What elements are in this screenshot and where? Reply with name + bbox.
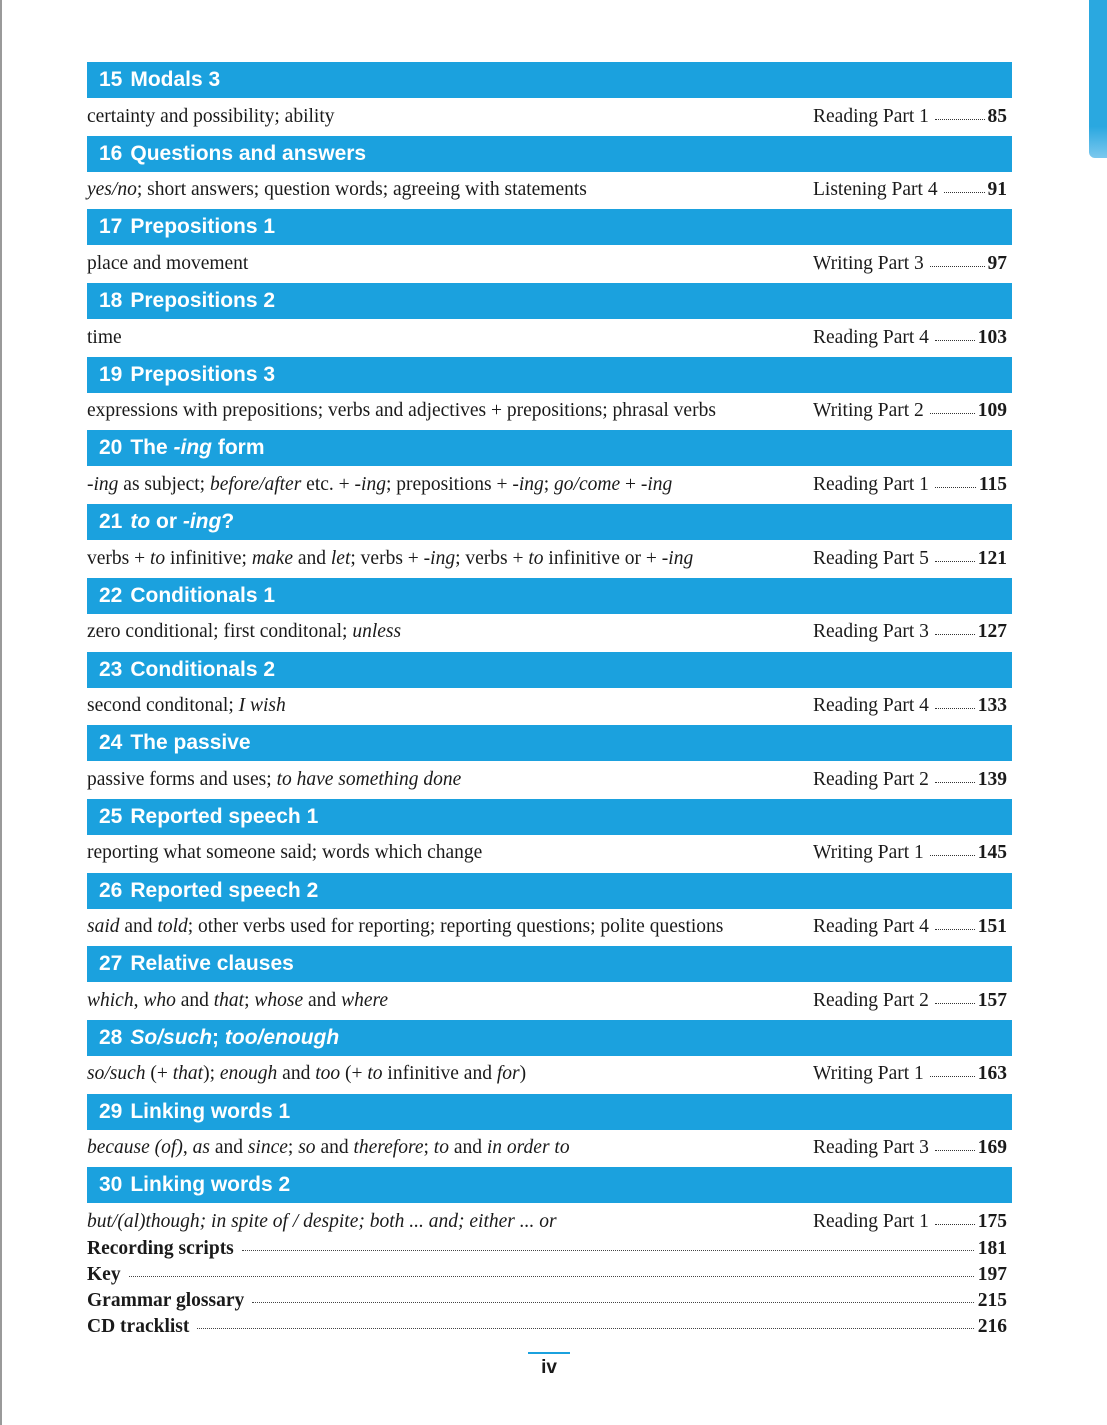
unit-description	[87, 842, 482, 864]
description-segment: -ing	[640, 473, 673, 495]
unit-detail-row	[87, 98, 1012, 135]
description-segment: too	[315, 1063, 341, 1085]
unit-detail-row	[87, 761, 1012, 798]
unit-description	[87, 1137, 570, 1159]
unit-description	[87, 253, 248, 275]
description-segment: passive forms and uses;	[87, 768, 277, 790]
exam-reference[interactable]	[813, 179, 1007, 201]
unit-title-segment: ?	[221, 510, 235, 534]
description-segment: and	[209, 1137, 248, 1159]
exam-part-label: Listening Part 4	[813, 179, 938, 201]
description-segment: to have something done	[276, 768, 462, 790]
page-reference: 103	[977, 326, 1007, 348]
description-segment: -ing	[512, 473, 544, 495]
description-segment: time	[87, 326, 122, 348]
description-segment: reporting what someone said; words which change	[87, 842, 483, 864]
description-segment: certainty and possibility; ability	[87, 105, 335, 127]
page-reference: 145	[977, 842, 1007, 864]
page-reference: 197	[977, 1264, 1007, 1285]
description-segment: therefore	[353, 1137, 424, 1159]
exam-reference[interactable]	[813, 327, 1007, 349]
exam-part-label: Reading Part 4	[813, 695, 929, 716]
page-reference: 85	[987, 105, 1007, 127]
description-segment: enough	[219, 1063, 278, 1085]
page-reference: 139	[977, 768, 1007, 790]
description-segment: ;	[287, 1137, 299, 1159]
page-number: iv	[528, 1352, 570, 1379]
exam-reference[interactable]	[813, 842, 1007, 864]
unit-entry	[87, 725, 1012, 799]
description-segment: and	[315, 1137, 354, 1159]
exam-part-label: Reading Part 2	[813, 768, 929, 790]
description-segment: and	[303, 989, 342, 1011]
unit-entry	[87, 504, 1012, 578]
back-matter-label: Recording scripts	[87, 1238, 234, 1259]
description-segment: -ing	[423, 547, 456, 569]
description-segment: ;	[244, 989, 255, 1011]
description-segment: in order to	[486, 1137, 570, 1159]
unit-description	[87, 1063, 526, 1085]
description-segment: (+	[340, 1063, 368, 1085]
unit-number: 15	[99, 68, 123, 91]
unit-title	[130, 215, 275, 238]
description-segment: zero conditional; first conditonal;	[87, 621, 353, 643]
unit-detail-row	[87, 466, 1012, 503]
unit-title	[130, 142, 366, 165]
description-segment: ; short answers; question words; agreeing with statements	[136, 179, 587, 201]
exam-part-label: Writing Part 3	[813, 252, 924, 274]
unit-title	[130, 1173, 290, 1196]
unit-detail-row	[87, 172, 1012, 209]
dot-leader	[930, 264, 985, 267]
unit-number: 19	[99, 362, 123, 386]
dot-leader	[935, 706, 975, 709]
description-segment: ;	[543, 473, 555, 495]
unit-detail-row	[87, 909, 1012, 946]
unit-entry	[87, 799, 1012, 873]
unit-header[interactable]	[87, 283, 1012, 319]
description-segment: so	[298, 1137, 316, 1159]
section-tab-marker	[1089, 0, 1107, 158]
unit-detail-row	[87, 319, 1012, 356]
back-matter-label: CD tracklist	[87, 1316, 190, 1337]
exam-reference[interactable]	[813, 1211, 1007, 1233]
unit-description	[87, 695, 286, 717]
description-segment: ; verbs +	[350, 547, 424, 569]
description-segment: and	[119, 916, 158, 938]
unit-title-segment: form	[212, 436, 265, 460]
unit-entry	[87, 1094, 1012, 1168]
dot-leader	[935, 338, 975, 341]
unit-number: 30	[99, 1173, 123, 1197]
exam-part-label: Writing Part 2	[813, 400, 924, 422]
exam-part-label: Reading Part 5	[813, 547, 929, 569]
exam-reference[interactable]	[813, 253, 1007, 275]
unit-title-segment: Conditionals 2	[130, 657, 276, 681]
exam-part-label: Writing Part 1	[813, 842, 924, 864]
description-segment: so/such	[87, 1063, 146, 1085]
unit-number: 23	[99, 657, 123, 681]
unit-title	[130, 68, 220, 91]
description-segment: I wish	[238, 695, 286, 716]
unit-number: 25	[99, 804, 123, 828]
description-segment: to	[367, 1063, 383, 1085]
unit-title	[130, 879, 318, 902]
unit-description	[87, 916, 723, 938]
unit-entry	[87, 136, 1012, 210]
unit-title-segment: Conditionals 1	[130, 583, 276, 607]
exam-reference[interactable]	[813, 695, 1007, 717]
unit-detail-row	[87, 540, 1012, 577]
back-matter-item[interactable]	[87, 1316, 1007, 1342]
unit-number: 29	[99, 1099, 123, 1123]
exam-reference[interactable]	[813, 106, 1007, 128]
unit-detail-row	[87, 688, 1012, 725]
unit-description	[87, 327, 122, 349]
description-segment: whose	[254, 989, 304, 1011]
unit-header[interactable]	[87, 1020, 1012, 1056]
description-segment: to	[528, 547, 544, 569]
description-segment: but/(al)though; in spite of / despite; both ... and; either ... or	[87, 1210, 557, 1232]
back-matter-list	[87, 1238, 1007, 1342]
description-segment: infinitive and	[382, 1063, 497, 1085]
unit-title-segment: Prepositions 2	[130, 289, 276, 313]
description-segment: ,	[182, 1137, 193, 1159]
unit-header[interactable]	[87, 725, 1012, 761]
description-segment: second conditonal;	[87, 695, 239, 716]
unit-title-segment: Linking words 1	[130, 1099, 291, 1123]
description-segment: said	[87, 916, 120, 938]
exam-part-label: Reading Part 4	[813, 916, 929, 938]
unit-header[interactable]	[87, 357, 1012, 393]
unit-title-segment: The passive	[130, 731, 251, 755]
dot-leader	[935, 927, 975, 930]
unit-number: 28	[99, 1025, 123, 1049]
unit-title-segment: too/enough	[224, 1025, 340, 1049]
unit-title	[130, 731, 250, 754]
exam-reference[interactable]	[813, 1063, 1007, 1085]
description-segment: go/come	[554, 473, 621, 495]
exam-reference[interactable]	[813, 916, 1007, 938]
unit-header[interactable]	[87, 652, 1012, 688]
unit-entry	[87, 652, 1012, 726]
unit-detail-row	[87, 614, 1012, 651]
page-reference: 157	[977, 989, 1007, 1011]
description-segment: since	[247, 1137, 288, 1159]
unit-detail-row	[87, 245, 1012, 282]
unit-header[interactable]	[87, 430, 1012, 466]
unit-title-segment: Prepositions 3	[130, 362, 276, 386]
unit-entry	[87, 578, 1012, 652]
dot-leader	[935, 559, 975, 562]
exam-part-label: Reading Part 4	[813, 326, 929, 348]
unit-title-segment: ;	[212, 1025, 225, 1049]
unit-title-segment: -ing	[173, 436, 213, 460]
unit-entry	[87, 209, 1012, 283]
unit-title-segment: Prepositions 1	[130, 215, 276, 239]
dot-leader	[930, 411, 975, 414]
unit-entry	[87, 357, 1012, 431]
description-segment: where	[341, 989, 388, 1011]
unit-entry	[87, 430, 1012, 504]
page-reference: 175	[977, 1210, 1007, 1232]
description-segment: because (of)	[87, 1137, 183, 1159]
unit-title-segment: to	[130, 510, 151, 534]
dot-leader	[242, 1248, 974, 1251]
unit-title	[130, 436, 264, 459]
description-segment: verbs +	[87, 547, 150, 569]
unit-title	[130, 952, 293, 975]
description-segment: etc. +	[301, 473, 355, 495]
exam-part-label: Reading Part 1	[813, 473, 929, 495]
description-segment: +	[620, 473, 641, 495]
unit-header[interactable]	[87, 1167, 1012, 1203]
dot-leader	[252, 1300, 974, 1303]
page-reference: 121	[977, 547, 1007, 569]
description-segment: for	[496, 1063, 520, 1085]
unit-title	[130, 1100, 290, 1123]
unit-detail-row	[87, 1130, 1012, 1167]
exam-part-label: Reading Part 2	[813, 989, 929, 1011]
exam-reference[interactable]	[813, 474, 1007, 496]
description-segment: and	[175, 989, 214, 1011]
unit-number: 21	[99, 510, 123, 534]
unit-detail-row	[87, 1203, 1012, 1240]
unit-header[interactable]	[87, 209, 1012, 245]
dot-leader	[930, 1074, 975, 1077]
unit-description	[87, 179, 587, 201]
unit-header[interactable]	[87, 136, 1012, 172]
description-segment: make	[251, 547, 293, 569]
unit-title-segment: Linking words 2	[130, 1173, 291, 1197]
unit-detail-row	[87, 835, 1012, 872]
description-segment: which	[87, 989, 134, 1011]
description-segment: yes/no	[87, 179, 137, 201]
dot-leader	[944, 190, 985, 193]
unit-description	[87, 1211, 557, 1233]
unit-description	[87, 769, 461, 791]
page-reference: 216	[977, 1316, 1007, 1337]
exam-part-label: Reading Part 3	[813, 1137, 929, 1159]
description-segment: who	[143, 989, 176, 1011]
description-segment: and	[448, 1137, 487, 1159]
exam-reference[interactable]	[813, 769, 1007, 791]
unit-title	[130, 658, 275, 681]
contents-list	[87, 62, 1012, 1241]
unit-entry	[87, 1020, 1012, 1094]
page-reference: 151	[977, 916, 1007, 938]
unit-title-segment: -ing	[182, 510, 222, 534]
description-segment: -ing	[661, 547, 694, 569]
description-segment: let	[330, 547, 351, 569]
unit-title	[130, 584, 275, 607]
description-segment: to	[433, 1137, 449, 1159]
description-segment: (+	[145, 1063, 173, 1085]
unit-description	[87, 106, 335, 128]
unit-header[interactable]	[87, 578, 1012, 614]
unit-entry	[87, 283, 1012, 357]
unit-title-segment: The	[130, 436, 174, 460]
unit-entry	[87, 946, 1012, 1020]
dot-leader	[197, 1326, 973, 1329]
dot-leader	[935, 632, 975, 635]
dot-leader	[930, 853, 975, 856]
unit-title-segment: Reported speech 2	[130, 878, 319, 902]
unit-title-segment: Questions and answers	[130, 141, 367, 165]
unit-title-segment: Reported speech 1	[130, 804, 319, 828]
unit-entry	[87, 1167, 1012, 1241]
unit-number: 18	[99, 289, 123, 313]
dot-leader	[935, 1148, 975, 1151]
dot-leader	[935, 1222, 975, 1225]
description-segment: unless	[352, 621, 402, 643]
page-reference: 133	[977, 695, 1007, 716]
unit-title-segment: Relative clauses	[130, 952, 294, 976]
page-reference: 97	[987, 252, 1007, 274]
description-segment: that	[213, 989, 245, 1011]
unit-number: 24	[99, 731, 123, 755]
unit-description	[87, 474, 672, 496]
description-segment: ;	[423, 1137, 434, 1159]
description-segment: and	[292, 547, 331, 569]
description-segment: ; prepositions +	[385, 473, 513, 495]
description-segment: infinitive;	[165, 547, 252, 569]
description-segment: that	[172, 1063, 204, 1085]
page-reference: 163	[977, 1063, 1007, 1085]
description-segment: -ing	[87, 473, 119, 495]
back-matter-label: Grammar glossary	[87, 1290, 245, 1311]
exam-reference[interactable]	[813, 1137, 1007, 1159]
back-matter-item[interactable]	[87, 1290, 1007, 1316]
unit-description	[87, 548, 693, 570]
unit-title	[130, 805, 318, 828]
exam-part-label: Reading Part 1	[813, 1210, 929, 1232]
description-segment: );	[203, 1063, 220, 1085]
unit-number: 22	[99, 583, 123, 607]
exam-reference[interactable]	[813, 548, 1007, 570]
unit-description	[87, 990, 388, 1012]
page-reference: 169	[977, 1137, 1007, 1159]
unit-header[interactable]	[87, 946, 1012, 982]
description-segment: expressions with prepositions; verbs and adjectives + prepositions; phrasal verbs	[87, 400, 716, 422]
description-segment: ,	[133, 989, 144, 1011]
page-reference: 181	[977, 1238, 1007, 1259]
unit-header[interactable]	[87, 504, 1012, 540]
unit-number: 17	[99, 215, 123, 239]
dot-leader	[935, 1001, 975, 1004]
page-reference: 109	[977, 400, 1007, 422]
unit-title	[130, 510, 234, 533]
unit-title-segment: or	[150, 510, 183, 534]
dot-leader	[935, 780, 975, 783]
unit-header[interactable]	[87, 873, 1012, 909]
description-segment: as	[192, 1137, 210, 1159]
page-reference: 91	[987, 179, 1007, 201]
description-segment: to	[150, 547, 166, 569]
description-segment: before/after	[209, 473, 302, 495]
unit-title	[130, 1026, 339, 1049]
page-left-edge	[0, 0, 2, 1425]
unit-title	[130, 363, 275, 386]
description-segment: place and movement	[87, 252, 249, 274]
page-reference: 115	[978, 473, 1007, 495]
description-segment: )	[519, 1063, 527, 1085]
exam-part-label: Reading Part 3	[813, 621, 929, 643]
unit-detail-row	[87, 1056, 1012, 1093]
unit-header[interactable]	[87, 1094, 1012, 1130]
unit-header[interactable]	[87, 62, 1012, 98]
dot-leader	[129, 1274, 974, 1277]
unit-number: 16	[99, 141, 123, 165]
exam-reference[interactable]	[813, 400, 1007, 422]
unit-number: 26	[99, 878, 123, 902]
unit-number: 27	[99, 952, 123, 976]
back-matter-item[interactable]	[87, 1264, 1007, 1290]
dot-leader	[935, 117, 985, 120]
description-segment: told	[157, 916, 188, 938]
page-reference: 215	[977, 1290, 1007, 1311]
back-matter-item[interactable]	[87, 1238, 1007, 1264]
description-segment: ; verbs +	[455, 547, 529, 569]
description-segment: as subject;	[118, 473, 210, 495]
unit-detail-row	[87, 982, 1012, 1019]
unit-entry	[87, 62, 1012, 136]
unit-description	[87, 621, 401, 643]
description-segment: infinitive or +	[543, 547, 662, 569]
page-reference: 127	[977, 621, 1007, 643]
unit-entry	[87, 873, 1012, 947]
exam-reference[interactable]	[813, 621, 1007, 643]
back-matter-label: Key	[87, 1264, 121, 1285]
unit-description	[87, 400, 716, 422]
description-segment: -ing	[354, 473, 386, 495]
exam-part-label: Writing Part 1	[813, 1063, 924, 1085]
description-segment: and	[277, 1063, 316, 1085]
unit-title-segment: Modals 3	[130, 68, 221, 91]
unit-header[interactable]	[87, 799, 1012, 835]
dot-leader	[935, 485, 976, 488]
exam-reference[interactable]	[813, 990, 1007, 1012]
unit-detail-row	[87, 393, 1012, 430]
unit-number: 20	[99, 436, 123, 460]
unit-title	[130, 289, 275, 312]
description-segment: ; other verbs used for reporting; reporting questions; polite questions	[187, 916, 724, 938]
exam-part-label: Reading Part 1	[813, 105, 929, 127]
unit-title-segment: So/such	[130, 1025, 213, 1049]
